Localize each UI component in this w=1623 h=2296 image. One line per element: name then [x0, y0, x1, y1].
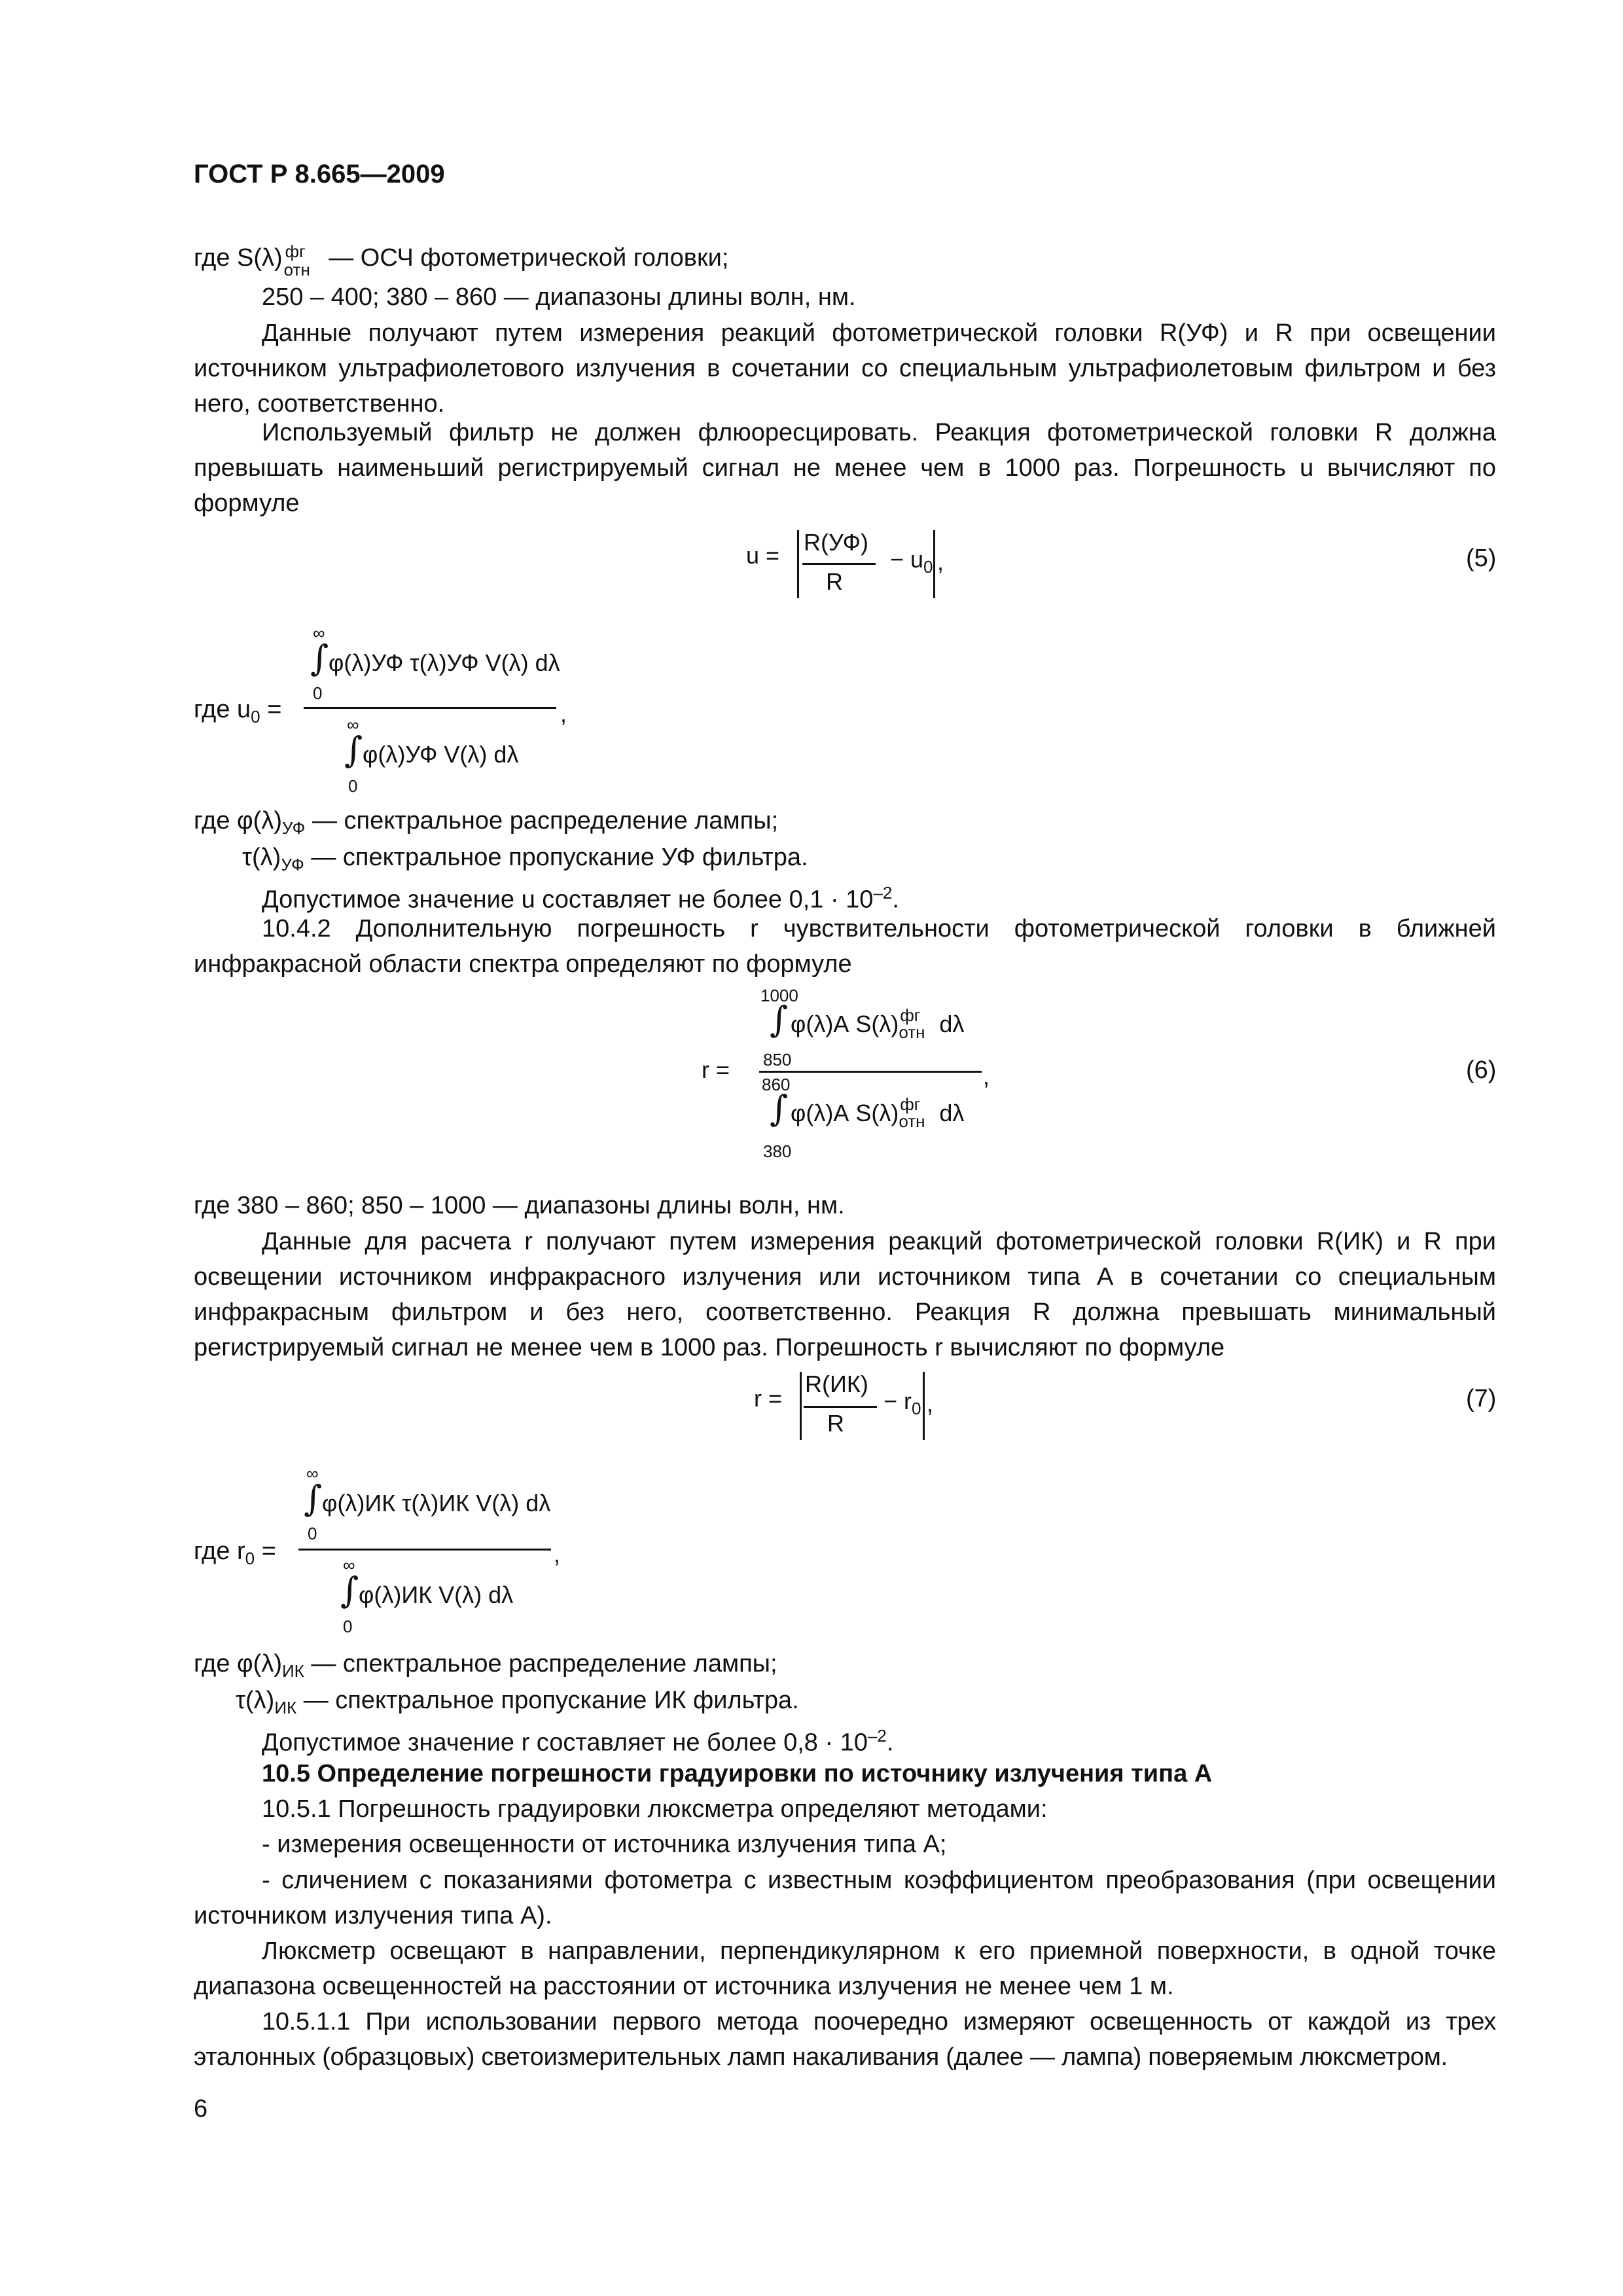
definition-tau-uf: $\tau(\lambda)_{УФ}$ — спектральное пропускание УФ фильтра.	[242, 844, 808, 874]
equation-number-5: (5)	[1466, 545, 1497, 572]
paragraph-10-5-1: 10.5.1 Погрешность градуировки люксметра определяют методами:	[262, 1795, 1048, 1823]
section-heading-10-5: 10.5 Определение погрешности градуировки по источнику излучения типа А	[262, 1760, 1213, 1787]
paragraph-10-4-2: 10.4.2 Дополнительную погрешность r чувствительности фотометрической головки в ближней инфракрасной области спектра определяют по формуле	[194, 915, 1496, 978]
definition-s-lambda	[194, 241, 729, 279]
paragraph-2: Используемый фильтр не должен флюоресцировать. Реакция фотометрической головки R должна превышать наименьший регистрируемый сигнал не менее чем в 1000 раз. Погрешность u вычисляют по формуле	[194, 419, 1496, 517]
document-header: ГОСТ Р 8.665—2009	[194, 160, 445, 188]
ranges-line-1: 250 – 400; 380 – 860 — диапазоны длины волн, нм.	[262, 283, 856, 311]
equation-number-7: (7)	[1466, 1385, 1497, 1412]
allowed-u: Допустимое значение u составляет не более $0,1 \cdot 10^{-2}$.	[262, 883, 899, 914]
paragraph-10-5-1-1: 10.5.1.1 При использовании первого метода поочередно измеряют освещенность от каждой из трех эталонных (образцовых) светоизмерительных ламп накаливания (далее — лампа) поверяемым люксметром.	[194, 2008, 1496, 2071]
s-lambda-symbol: где S(λ)	[194, 244, 283, 272]
document-page: ГОСТ Р 8.665—2009 где S(λ) фг отн — ОСЧ фотометрической головки; 250 – 400; 380 – 860 — диапазоны длины волн, нм. Данные получают путем измерения реакций фотометрической головки R(УФ) и R при освещении источником ультрафиолетового излучения в сочетании со специальным ультрафиолетовым фильтром и без него, соответственно. Используемый фильтр не должен флюоресцировать. Реакция фотометрической головки R должна превышать наименьший регистрируемый сигнал не менее чем в 1000 раз. Погрешность u вычисляют по формуле u = R(УФ) R − $u_0$ , (5) где $u_0$ = ∞ ∫ φ(λ)УФ τ(λ)УФ V(λ) dλ 0 , ∞ ∫ φ(λ)УФ V(λ) dλ 0 где $\varphi(\lambda)_{УФ}$ — спектральное распределение лампы; $\tau(\lambda)_{УФ}$ — спектральное пропускание УФ фильтра. Допустимое значение u составляет не более $0,1 \cdot 10^{-2}$. 10.4.2 Дополнительную погрешность r чувствительности фотометрической головки в ближней инфракрасной области спектра определяют по формуле r = 1000 ∫ φ(λ)А S(λ) фг отн dλ 850 , 860 ∫ φ(λ)А S(λ) фг отн dλ 380 (6) где 380 – 860; 850 – 1000 — диапазоны длины волн, нм. Данные для расчета r получают путем измерения реакций фотометрической головки R(ИК) и R при освещении источником инфракрасного излучения или источником типа А в сочетании со специальным инфракрасным фильтром и без него, соответственно. Реакция R должна превышать минимальный регистрируемый сигнал не менее чем в 1000 раз. Погрешность r вычисляют по формуле r = R(ИК) R − $r_0$ , (7) где $r_0$ = ∞ ∫ φ(λ)ИК τ(λ)ИК V(λ) dλ 0 , ∞ ∫ φ(λ)ИК V(λ) dλ 0 где $\varphi(\lambda)_{ИК}$ — спектральное распределение лампы; $\tau(\lambda)_{ИК}$ — спектральное пропускание ИК фильтра. Допустимое значение r составляет не более $0,8 \cdot 10^{-2}$. 10.5 Определение погрешности градуировки по источнику излучения типа А 10.5.1 Погрешность градуировки люксметра определяют методами: - измерения освещенности от источника излучения типа А; - сличением с показаниями фотометра с известным коэффициентом преобразования (при освещении источником излучения типа А). Люксметр освещают в направлении, перпендикулярном к его приемной поверхности, в одной точке диапазона освещенностей на расстоянии от источника излучения не менее чем 1 м. 10.5.1.1 При использовании первого метода поочередно измеряют освещенность от каждой из трех эталонных (образцовых) светоизмерительных ламп накаливания (далее — лампа) поверяемым люксметром. 6	[0, 0, 1623, 2296]
equation-number-6: (6)	[1466, 1056, 1497, 1084]
definition-phi-ik: где $\varphi(\lambda)_{ИК}$ — спектральное распределение лампы;	[194, 1650, 777, 1681]
ranges-line-2: где 380 – 860; 850 – 1000 — диапазоны длины волн, нм.	[194, 1192, 845, 1219]
definition-phi-uf: где $\varphi(\lambda)_{УФ}$ — спектральное распределение лампы;	[194, 807, 779, 838]
list-item-1: - измерения освещенности от источника излучения типа А;	[262, 1831, 947, 1858]
definition-tau-ik: $\tau(\lambda)_{ИК}$ — спектральное пропускание ИК фильтра.	[236, 1687, 799, 1717]
paragraph-6: Люксметр освещают в направлении, перпендикулярном к его приемной поверхности, в одной точке диапазона освещенностей на расстоянии от источника излучения не менее чем 1 м.	[194, 1937, 1496, 2000]
s-lambda-sub: отн	[283, 260, 310, 279]
paragraph-4: Данные для расчета r получают путем измерения реакций фотометрической головки R(ИК) и R при освещении источником инфракрасного излучения или источником типа А в сочетании со специальным инфракрасным фильтром и без него, соответственно. Реакция R должна превышать минимальный регистрируемый сигнал не менее чем в 1000 раз. Погрешность r вычисляют по формуле	[194, 1228, 1496, 1361]
page-number: 6	[194, 2095, 208, 2123]
s-lambda-desc: — ОСЧ фотометрической головки;	[321, 244, 729, 272]
list-item-2: - сличением с показаниями фотометра с известным коэффициентом преобразования (при освещении источником излучения типа А).	[194, 1867, 1496, 1929]
paragraph-1: Данные получают путем измерения реакций фотометрической головки R(УФ) и R при освещении источником ультрафиолетового излучения в сочетании со специальным ультрафиолетовым фильтром и без него, соответственно.	[194, 319, 1496, 418]
s-lambda-sup: фг	[285, 242, 306, 261]
allowed-r: Допустимое значение r составляет не более $0,8 \cdot 10^{-2}$.	[262, 1726, 894, 1757]
